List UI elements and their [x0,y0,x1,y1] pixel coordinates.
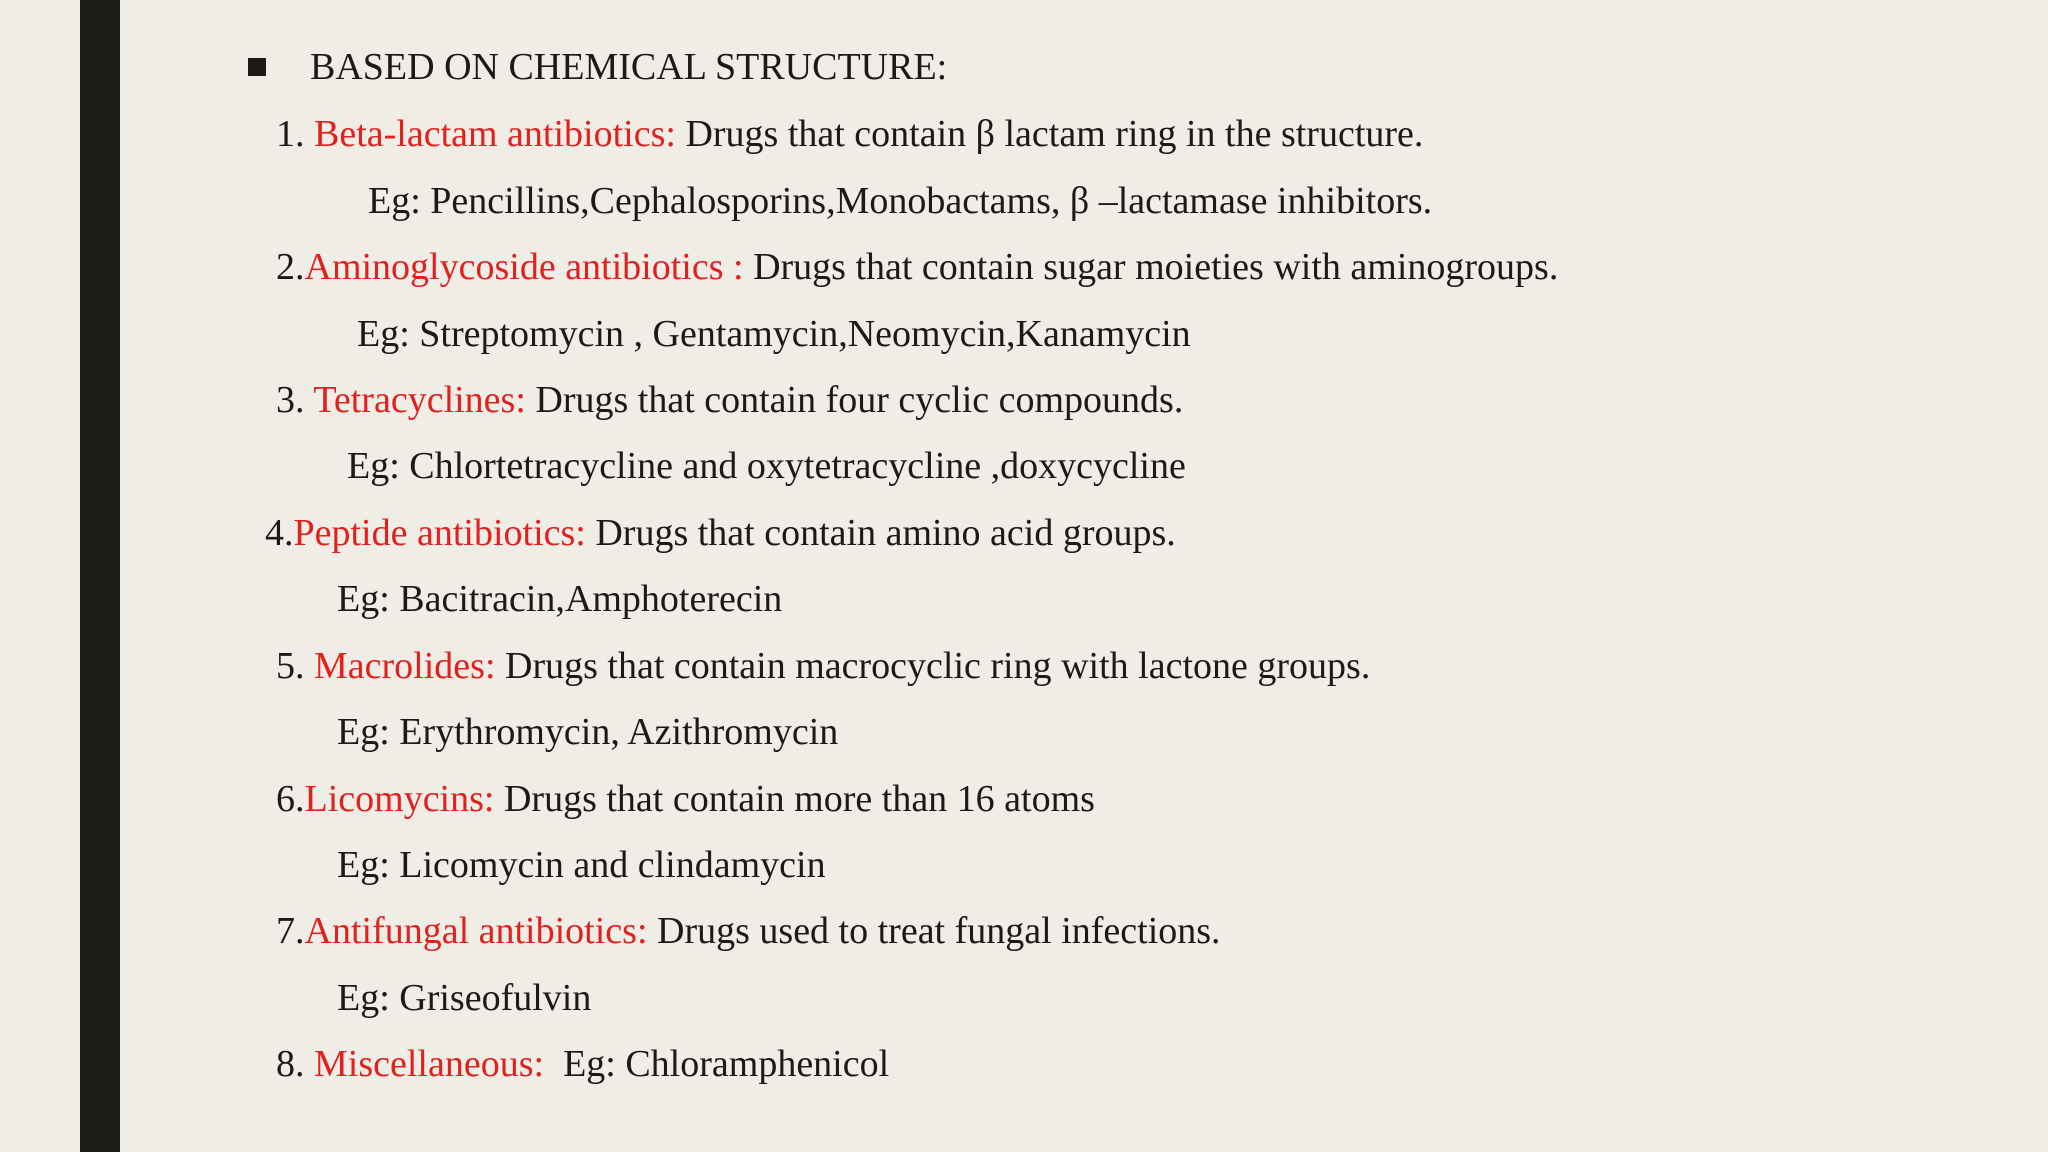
item-example-6: Eg: Licomycin and clindamycin [337,844,826,886]
item-description: Drugs that contain β lactam ring in the structure. [675,113,1424,155]
item-description: Drugs that contain four cyclic compounds. [525,379,1184,421]
item-example-2: Eg: Streptomycin , Gentamycin,Neomycin,Kanamycin [357,313,1191,355]
list-item-1 [276,115,1423,153]
list-item-7 [276,912,1221,950]
item-example-3: Eg: Chlortetracycline and oxytetracycline ,doxycycline [347,445,1186,487]
square-bullet-icon [248,58,266,76]
item-description: Drugs that contain amino acid groups. [585,512,1176,554]
item-number: 6. [276,778,305,820]
item-number: 2. [276,246,305,288]
item-number: 8. [276,1043,314,1085]
list-item-2 [276,248,1558,286]
item-term: Peptide antibiotics: [293,512,586,554]
item-description: Drugs that contain macrocyclic ring with lactone groups. [495,645,1371,687]
item-description: Eg: Chloramphenicol [544,1043,890,1085]
list-item-8 [276,1045,889,1083]
item-description: Drugs that contain sugar moieties with aminogroups. [743,246,1559,288]
item-description: Drugs used to treat fungal infections. [647,910,1221,952]
item-term: Aminoglycoside antibiotics : [304,246,744,288]
item-number: 4. [265,512,294,554]
item-example-4: Eg: Bacitracin,Amphoterecin [337,578,783,620]
list-item-4 [265,514,1176,552]
item-example-1: Eg: Pencillins,Cephalosporins,Monobactams, β –lactamase inhibitors. [368,180,1433,222]
section-heading: BASED ON CHEMICAL STRUCTURE: [310,46,948,88]
item-description: Drugs that contain more than 16 atoms [494,778,1095,820]
item-example-5: Eg: Erythromycin, Azithromycin [337,711,839,753]
item-term: Antifungal antibiotics: [304,910,648,952]
item-term: Beta-lactam antibiotics: [314,113,676,155]
item-term: Macrolides: [314,645,496,687]
item-term: Miscellaneous: [314,1043,545,1085]
item-example-7: Eg: Griseofulvin [337,977,592,1019]
list-item-5 [276,647,1370,685]
item-number: 3. [276,379,314,421]
item-number: 1. [276,113,314,155]
item-number: 5. [276,645,314,687]
list-item-3 [276,381,1183,419]
item-number: 7. [276,910,305,952]
item-term: Tetracyclines: [313,379,526,421]
item-term: Licomycins: [304,778,495,820]
list-item-6 [276,780,1095,818]
